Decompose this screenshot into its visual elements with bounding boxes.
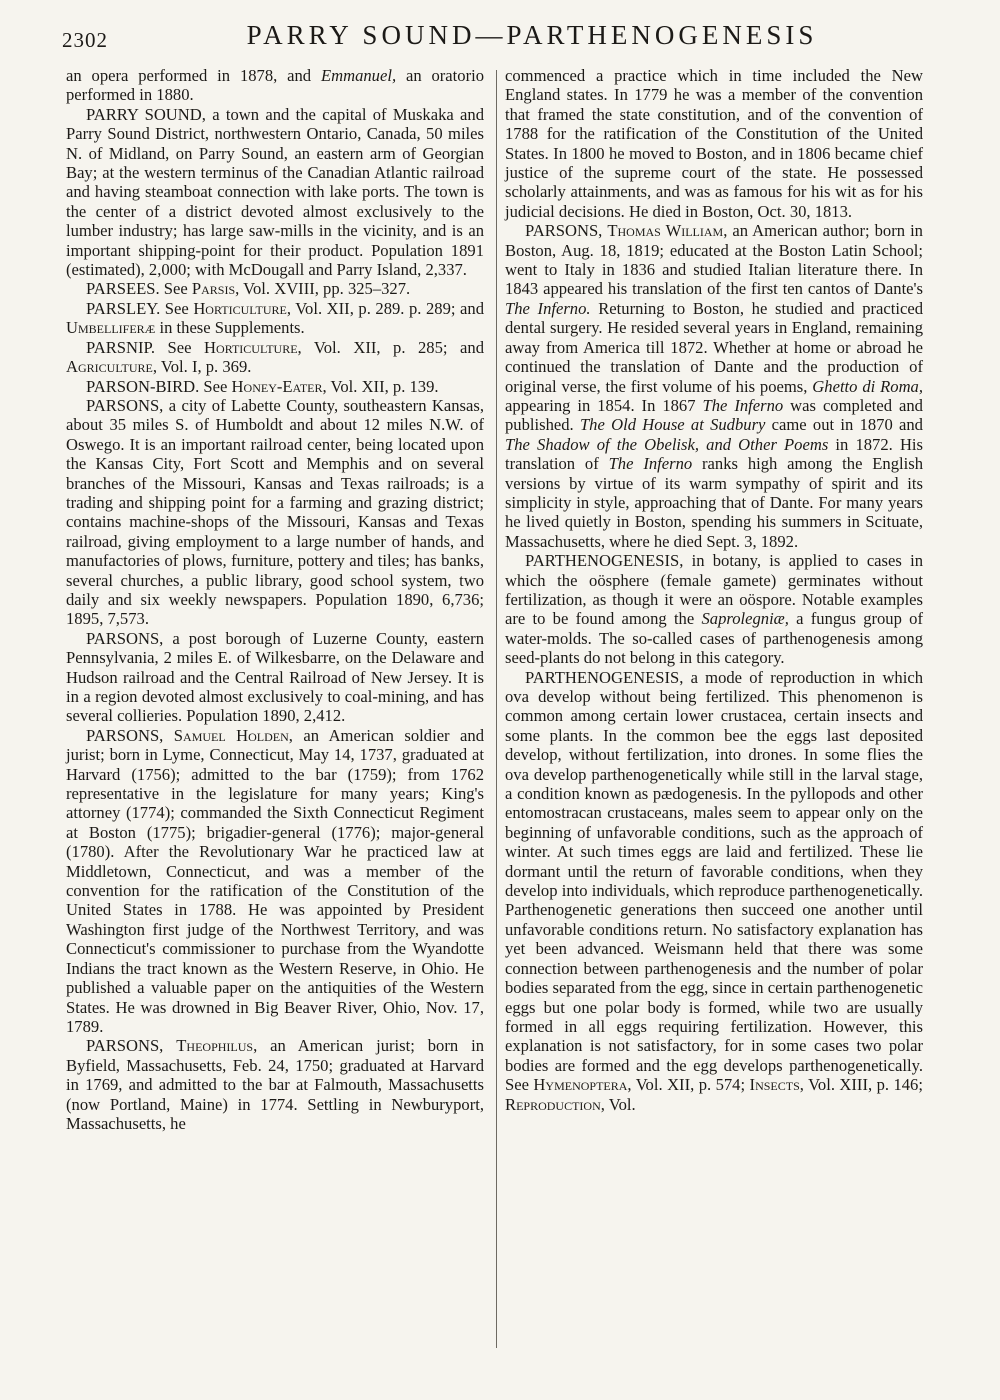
page-header <box>62 20 942 54</box>
entry-parsons-pennsylvania: PARSONS, a post borough of Luzerne County, eastern Pennsylvania, 2 miles E. of Wilkesbarre, on the Delaware and Hudson railroad and the Central Railroad of New Jersey. It is in a region devoted almost exclusively to coal-mining, and has several collieries. Population 1890, 2,412. <box>66 628 484 726</box>
entry-continuation: an opera performed in 1878, and Emmanuel, an oratorio performed in 1880. <box>66 66 484 105</box>
entry-parsley: PARSLEY. See Horticulture, Vol. XII, p. 289. p. 289; and Umbelliferæ in these Supplements. <box>66 298 484 338</box>
page-number: 2302 <box>62 28 108 52</box>
left-column <box>66 66 484 1133</box>
entry-parthenogenesis-zoology: PARTHENOGENESIS, a mode of reproduction in which ova develop without being fertilized. This phenomenon is common among certain lower crustacea, certain insects and some plants. In the common bee the eggs last deposited develop, without fertilization, into drones. In some flies the ova develop parthenogenetically while still in the larval stage, a condition known as pædogenesis. In the pyllopods and other entomostracan crustaceans, males seem to appear only on the beginning of unfavorable conditions, such as the approach of winter. At such times eggs are laid and fertilized. These lie dormant until the return of favorable conditions, when they develop into individuals, which reproduce parthenogenetically. Parthenogenetic generations then succeed one another until unfavorable conditions return. No satisfactory explanation has yet been advanced. Weismann held that there was some connection between parthenogenesis and the number of polar bodies separated from the egg, since in certain parthenogenetic eggs but one polar body is formed, while two are usually formed in all eggs requiring fertilization. However, this explanation is not satisfactory, for in some cases two polar bodies are formed and the egg develops parthenogenetically. See Hymenoptera, Vol. XII, p. 574; Insects, Vol. XIII, p. 146; Reproduction, Vol. <box>505 667 923 1114</box>
entry-parthenogenesis-botany: PARTHENOGENESIS, in botany, is applied to cases in which the oösphere (female gamete) germinates without fertilization, as though it were an oöspore. Notable examples are to be found among the Saprolegniæ, a fungus group of water-molds. The so-called cases of parthenogenesis among seed-plants do not belong in this category. <box>505 551 923 668</box>
entry-theophilus-continuation: commenced a practice which in time included the New England states. In 1779 he was a member of the convention that framed the state constitution, and of the convention of 1788 for the ratification of the Constitution of the United States. In 1800 he moved to Boston, and in 1806 became chief justice of the supreme court of the state. He possessed scholarly attainments, and was as famous for his wit as for his judicial decisions. He died in Boston, Oct. 30, 1813. <box>505 66 923 221</box>
entry-parsons-kansas: PARSONS, a city of Labette County, southeastern Kansas, about 35 miles S. of Humboldt and about 12 miles N.W. of Oswego. It is an important railroad center, being located upon the Kansas City, Fort Scott and Memphis and on several branches of the Missouri, Kansas and Texas railroads; is a trading and shipping point for a farming and grazing district; contains machine-shops of the Missouri, Kansas and Texas railroad, giving employment to a large number of hands, and manufactories of plows, furniture, pottery and tiles; has banks, several churches, a public library, good school system, two daily and six weekly newspapers. Population 1890, 6,736; 1895, 7,573. <box>66 395 484 629</box>
entry-parry-sound: PARRY SOUND, a town and the capital of Muskaka and Parry Sound District, northwestern Ontario, Canada, 50 miles N. of Midland, on Parry Sound, an eastern arm of Georgian Bay; at the western terminus of the Canadian Atlantic railroad and having steamboat connection with lake ports. The town is the center of a district devoted almost exclusively to the lumber industry; has large saw-mills in the vicinity, and is an important shipping-point for their product. Population 1891 (estimated), 2,000; with McDougall and Parry Island, 2,337. <box>66 104 484 280</box>
entry-parsees: PARSEES. See Parsis, Vol. XVIII, pp. 325–327. <box>86 279 411 299</box>
entry-parson-bird: PARSON-BIRD. See Honey-Eater, Vol. XII, p. 139. <box>86 376 439 396</box>
entry-parsnip: PARSNIP. See Horticulture, Vol. XII, p. 285; and Agriculture, Vol. I, p. 369. <box>66 337 484 377</box>
running-title: PARRY SOUND—PARTHENOGENESIS <box>246 20 818 50</box>
right-column <box>505 66 923 1114</box>
entry-parsons-thomas-william: PARSONS, Thomas William, an American author; born in Boston, Aug. 18, 1819; educated at the Boston Latin School; went to Italy in 1836 and studied Italian literature there. In 1843 appeared his translation of the first ten cantos of Dante's The Inferno. Returning to Boston, he studied and practiced dental surgery. He resided several years in England, remaining away from America till 1872. Whether at home or abroad he continued the translation of Dante and the production of original verse, the first volume of his poems, Ghetto di Roma, appearing in 1854. In 1867 The Inferno was completed and published. The Old House at Sudbury came out in 1870 and The Shadow of the Obelisk, and Other Poems in 1872. His translation of The Inferno ranks high among the English versions by virtue of its warm sympathy of spirit and its simplicity in style, approaching that of Dante. For many years he lived quietly in Boston, spending his summers in Scituate, Massachusetts, where he died Sept. 3, 1892. <box>505 221 923 551</box>
entry-parsons-samuel-holden: PARSONS, Samuel Holden, an American soldier and jurist; born in Lyme, Connecticut, May 14, 1737, graduated at Harvard (1756); admitted to the bar (1759); from 1762 representative in the legislature for many years; King's attorney (1774); commanded the Sixth Connecticut Regiment at Boston (1775); brigadier-general (1776); major-general (1780). After the Revolutionary War he practiced law at Middletown, Connecticut, and was a member of the convention for the ratification of the Constitution of the United States in 1788. He was appointed by President Washington first judge of the Northwest Territory, and was Connecticut's commissioner to purchase from the Wyandotte Indians the tract known as the Western Reserve, in Ohio. He published a valuable paper on the antiquities of the Western States. He was drowned in Big Beaver River, Ohio, Nov. 17, 1789. <box>66 725 484 1036</box>
column-divider <box>496 70 497 1348</box>
entry-parsons-theophilus: PARSONS, Theophilus, an American jurist; born in Byfield, Massachusetts, Feb. 24, 1750; graduated at Harvard in 1769, and admitted to the bar at Falmouth, Massachusetts (now Portland, Maine) in 1774. Settling in Newburyport, Massachusetts, he <box>66 1036 484 1133</box>
